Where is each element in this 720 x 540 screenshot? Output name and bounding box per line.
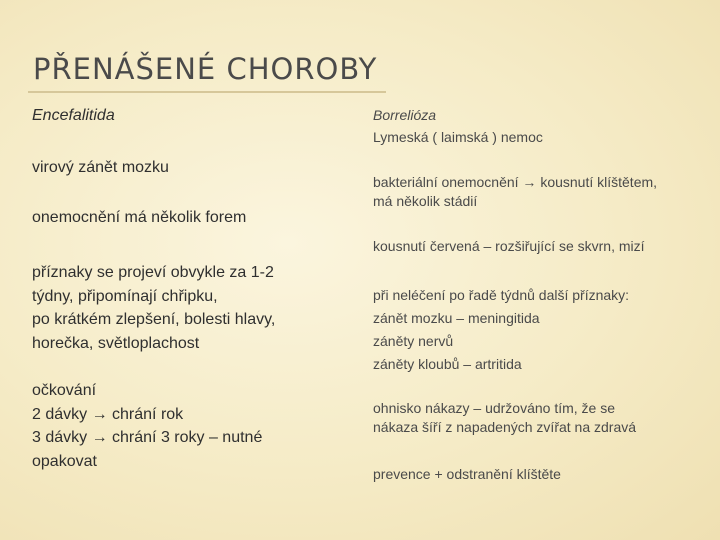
right-paragraph-5: prevence + odstranění klíštěte [373, 466, 561, 482]
left-column-encefalitida [32, 0, 332, 540]
right-p4-line: ohnisko nákazy – udržováno tím, že se [373, 400, 616, 416]
right-p3-line: zánět mozku – meningitida [373, 310, 540, 326]
left-heading: Encefalitida [32, 107, 115, 124]
right-p3-line: záněty nervů [373, 333, 454, 349]
left-paragraph-3 [32, 261, 332, 355]
right-p1-line: bakteriální onemocnění → kousnutí klíštětem, [373, 174, 658, 190]
left-paragraph-2: onemocnění má několik forem [32, 209, 247, 226]
right-p3-line: při neléčení po řadě týdnů další příznaky: [373, 287, 630, 303]
right-column-borrelioza [373, 0, 703, 540]
right-p1-line: má několik stádií [373, 193, 478, 209]
left-p3-line: horečka, světloplachost [32, 334, 200, 352]
left-p4-line: očkování [32, 382, 97, 399]
left-p4-line: opakovat [32, 452, 97, 470]
left-paragraph-1: virový zánět mozku [32, 159, 169, 176]
right-paragraph-3 [373, 284, 703, 376]
left-p3-line: příznaky se projeví obvykle za 1-2 [32, 264, 274, 281]
right-paragraph-1 [373, 173, 703, 211]
left-p3-line: týdny, připomínají chřipku, [32, 287, 218, 305]
right-subheading: Lymeská ( laimská ) nemoc [373, 129, 543, 145]
left-paragraph-4 [32, 379, 332, 473]
left-p4-line: 2 dávky → chrání rok [32, 405, 184, 423]
right-paragraph-4 [373, 399, 703, 437]
right-p3-line: záněty kloubů – artritida [373, 356, 522, 372]
right-paragraph-2: kousnutí červená – rozšiřující se skvrn, mizí [373, 238, 645, 254]
page-title: PŘENÁŠENÉ CHOROBY [33, 52, 378, 86]
right-p4-line: nákaza šíří z napadených zvířat na zdravá [373, 419, 637, 435]
right-heading: Borrelióza [373, 107, 437, 123]
left-p3-line: po krátkém zlepšení, bolesti hlavy, [32, 311, 276, 328]
left-p4-line: 3 dávky → chrání 3 roky – nutné [32, 429, 263, 446]
